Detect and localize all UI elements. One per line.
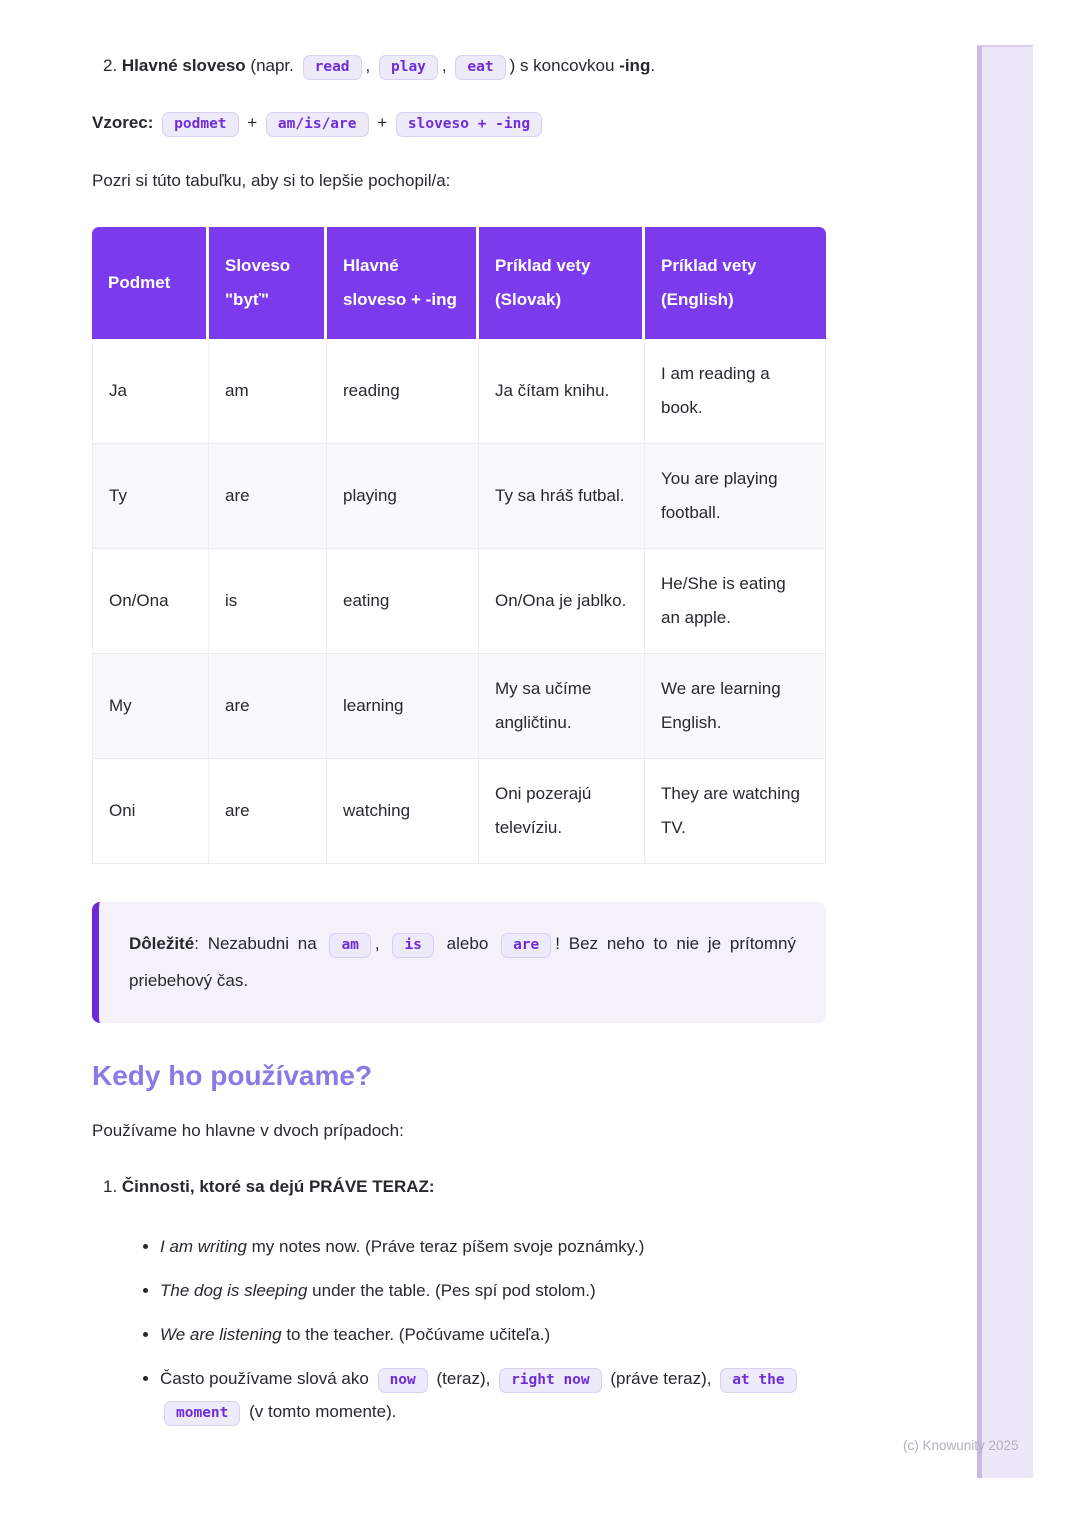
usage-intro-text: Používame ho hlavne v dvoch prípadoch:	[92, 1121, 404, 1140]
usage-bullet	[160, 1231, 826, 1263]
conjugation-table	[92, 227, 826, 864]
text-segment: Často používame slová ako	[160, 1369, 374, 1388]
code-chip: is	[392, 933, 433, 958]
text-segment: alebo	[437, 934, 498, 953]
usage-bullet	[160, 1363, 826, 1429]
text-segment: Hlavné sloveso	[121, 56, 246, 75]
table-header-cell: Príklad vety (Slovak)	[479, 227, 645, 339]
table-header-cell: Príklad vety (English)	[645, 227, 826, 339]
text-segment: ,	[374, 934, 389, 953]
text-segment	[153, 113, 158, 132]
code-chip: right now	[499, 1368, 602, 1393]
text-segment: -ing	[619, 56, 651, 75]
document-content	[92, 0, 826, 1441]
list-number: 1.	[103, 1177, 122, 1196]
code-chip: now	[378, 1368, 428, 1393]
formula-line	[92, 107, 826, 140]
table-cell: are	[209, 654, 327, 759]
code-chip: am	[329, 933, 370, 958]
table-body	[92, 339, 826, 864]
table-cell: Oni pozerajú televíziu.	[479, 759, 645, 864]
table-row	[92, 654, 826, 759]
table-cell: Ja čítam knihu.	[479, 339, 645, 444]
table-row	[92, 444, 826, 549]
page-edge-bar	[977, 45, 1033, 1478]
copyright-watermark: (c) Knowunity 2025	[903, 1438, 1019, 1453]
table-cell: Ja	[92, 339, 209, 444]
table-cell: Ty sa hráš futbal.	[479, 444, 645, 549]
code-chip: read	[303, 55, 362, 80]
table-header-cell: Hlavné sloveso + -ing	[327, 227, 479, 339]
text-segment: : Nezabudni na	[194, 934, 326, 953]
text-segment: I am writing	[160, 1237, 247, 1256]
usage-bullet	[160, 1275, 826, 1307]
text-segment: under the table. (Pes spí pod stolom.)	[307, 1281, 596, 1300]
text-segment: .	[650, 56, 656, 75]
table-cell: I am reading a book.	[645, 339, 826, 444]
table-cell: They are watching TV.	[645, 759, 826, 864]
table-cell: He/She is eating an apple.	[645, 549, 826, 654]
code-chip: play	[379, 55, 438, 80]
list-number: 2.	[103, 56, 122, 75]
table-header-row	[92, 227, 826, 339]
usage-item-text: Činnosti, ktoré sa dejú PRÁVE TERAZ:	[121, 1177, 435, 1196]
text-segment: Vzorec:	[92, 113, 154, 132]
important-callout	[92, 902, 826, 1023]
text-segment: to the teacher. (Počúvame učiteľa.)	[281, 1325, 551, 1344]
table-cell: learning	[327, 654, 479, 759]
main-verb-text	[122, 56, 655, 75]
code-chip: podmet	[162, 112, 238, 137]
table-cell: My	[92, 654, 209, 759]
text-segment: ! Bez neho to nie je prítomný priebehový čas.	[129, 934, 797, 990]
text-segment: ,	[365, 56, 375, 75]
text-segment: ) s koncovkou	[509, 56, 620, 75]
code-chip: am/is/are	[266, 112, 369, 137]
table-cell: watching	[327, 759, 479, 864]
table-header-cell: Sloveso "byť"	[209, 227, 327, 339]
text-segment: (práve teraz),	[605, 1369, 717, 1388]
text-segment: (napr.	[245, 56, 299, 75]
text-segment: We are listening	[160, 1325, 282, 1344]
code-chip: at the moment	[164, 1368, 797, 1426]
table-cell: On/Ona je jablko.	[479, 549, 645, 654]
table-row	[92, 549, 826, 654]
table-cell: Oni	[92, 759, 209, 864]
usage-bullet	[160, 1319, 826, 1351]
table-intro-text: Pozri si túto tabuľku, aby si to lepšie pochopil/a:	[92, 171, 451, 190]
text-segment: +	[372, 113, 392, 132]
text-segment: (teraz),	[431, 1369, 496, 1388]
text-segment: my notes now. (Práve teraz píšem svoje poznámky.)	[246, 1237, 645, 1256]
text-segment: ,	[441, 56, 452, 75]
table-cell: Ty	[92, 444, 209, 549]
table-cell: On/Ona	[92, 549, 209, 654]
text-segment: +	[242, 113, 262, 132]
table-cell: My sa učíme angličtinu.	[479, 654, 645, 759]
table-cell: reading	[327, 339, 479, 444]
table-row	[92, 339, 826, 444]
table-cell: are	[209, 759, 327, 864]
text-segment: Dôležité	[129, 934, 195, 953]
table-cell: am	[209, 339, 327, 444]
table-header-cell: Podmet	[92, 227, 209, 339]
table-cell: You are playing football.	[645, 444, 826, 549]
code-chip: eat	[455, 55, 505, 80]
table-cell: We are learning English.	[645, 654, 826, 759]
section-heading: Kedy ho používame?	[92, 1060, 373, 1091]
table-cell: is	[209, 549, 327, 654]
table-cell: are	[209, 444, 327, 549]
code-chip: sloveso + -ing	[396, 112, 542, 137]
callout-text	[129, 934, 796, 990]
text-segment: (v tomto momente).	[244, 1402, 397, 1421]
table-row	[92, 759, 826, 864]
main-verb-list-item	[92, 50, 826, 83]
usage-list-item-1	[92, 1175, 826, 1198]
table-cell: playing	[327, 444, 479, 549]
text-segment: The dog is sleeping	[160, 1281, 308, 1300]
table-cell: eating	[327, 549, 479, 654]
code-chip: are	[501, 933, 551, 958]
usage-bullet-list	[92, 1231, 826, 1429]
